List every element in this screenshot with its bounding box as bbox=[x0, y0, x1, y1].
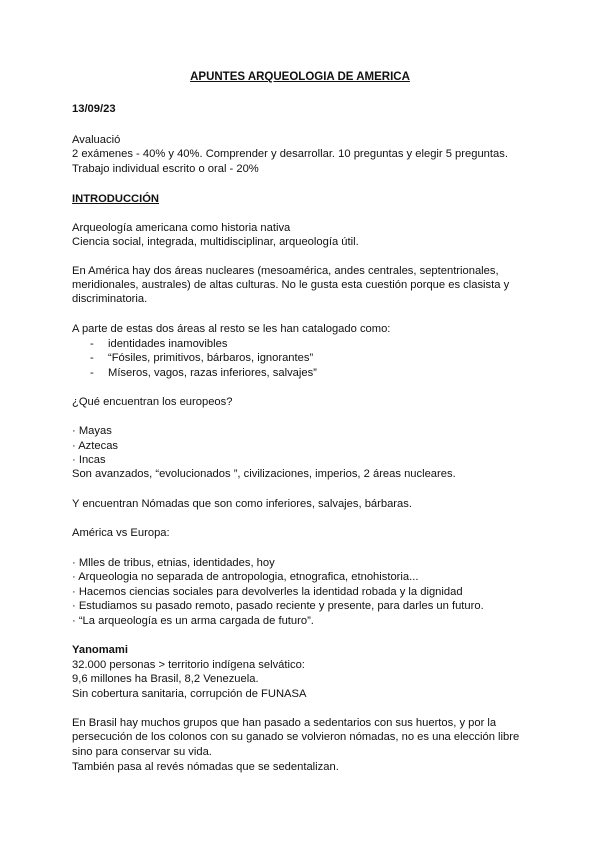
eval-line: 2 exámenes - 40% y 40%. Comprender y desarrollar. 10 preguntas y elegir 5 preguntas. bbox=[72, 148, 508, 160]
intro-line: Arqueología americana como historia nativa bbox=[72, 222, 291, 234]
question-line: ¿Qué encuentran los europeos? bbox=[72, 396, 233, 408]
people-item: · Mayas bbox=[72, 425, 112, 437]
brasil-line: persecución de los colonos con su ganado se volvieron nómadas, no es una elección libre bbox=[72, 731, 520, 743]
yanomami-heading: Yanomami bbox=[72, 644, 128, 656]
catalog-item: Míseros, vagos, razas inferiores, salvajes” bbox=[108, 367, 317, 379]
vs-item: · “La arqueología es un arma cargada de futuro”. bbox=[72, 615, 314, 627]
areas-line: meridionales, australes) de altas culturas. No le gusta esta cuestión porque es clasista y bbox=[72, 279, 510, 291]
catalog-intro: A parte de estas dos áreas al resto se les han catalogado como: bbox=[72, 323, 391, 335]
eval-line: Avaluació bbox=[72, 134, 121, 146]
nomads-line: Y encuentran Nómadas que son como inferiores, salvajes, bárbaras. bbox=[72, 498, 412, 510]
brasil-line: En Brasil hay muchos grupos que han pasado a sedentarios con sus huertos, y por la bbox=[72, 717, 497, 729]
intro-line: Ciencia social, integrada, multidisciplinar, arqueología útil. bbox=[72, 236, 359, 248]
catalog-item: “Fósiles, primitivos, bárbaros, ignorantes” bbox=[108, 352, 314, 364]
vs-heading: América vs Europa: bbox=[72, 527, 170, 539]
areas-line: En América hay dos áreas nucleares (mesoamérica, andes centrales, septentrionales, bbox=[72, 265, 499, 277]
eval-line: Trabajo individual escrito o oral - 20% bbox=[72, 163, 259, 175]
people-item: · Incas bbox=[72, 454, 106, 466]
yanomami-line: 32.000 personas > territorio indígena selvático: bbox=[72, 659, 305, 671]
intro-heading: INTRODUCCIÓN bbox=[72, 193, 160, 205]
areas-line: discriminatoria. bbox=[72, 293, 148, 305]
document-title: APUNTES ARQUEOLOGIA DE AMERICA bbox=[190, 71, 410, 83]
date-heading: 13/09/23 bbox=[72, 103, 116, 115]
list-bullet: - bbox=[90, 338, 94, 350]
yanomami-line: Sin cobertura sanitaria, corrupción de FUNASA bbox=[72, 688, 307, 700]
people-item: · Aztecas bbox=[72, 440, 119, 452]
brasil-line: También pasa al revés nómadas que se sedentalizan. bbox=[72, 761, 339, 773]
vs-item: · Mlles de tribus, etnias, identidades, hoy bbox=[72, 557, 275, 569]
vs-item: · Estudiamos su pasado remoto, pasado reciente y presente, para darles un futuro. bbox=[72, 600, 484, 612]
list-bullet: - bbox=[90, 352, 94, 364]
yanomami-line: 9,6 millones ha Brasil, 8,2 Venezuela. bbox=[72, 673, 259, 685]
vs-item: · Arqueologia no separada de antropologia, etnografica, etnohistoria... bbox=[72, 571, 419, 583]
catalog-item: identidades inamovibles bbox=[108, 338, 228, 350]
brasil-line: sino para conservar su vida. bbox=[72, 746, 212, 758]
list-bullet: - bbox=[90, 367, 94, 379]
vs-item: · Hacemos ciencias sociales para devolverles la identidad robada y la dignidad bbox=[72, 586, 463, 598]
peoples-note: Son avanzados, “evolucionados ”, civilizaciones, imperios, 2 áreas nucleares. bbox=[72, 468, 456, 480]
